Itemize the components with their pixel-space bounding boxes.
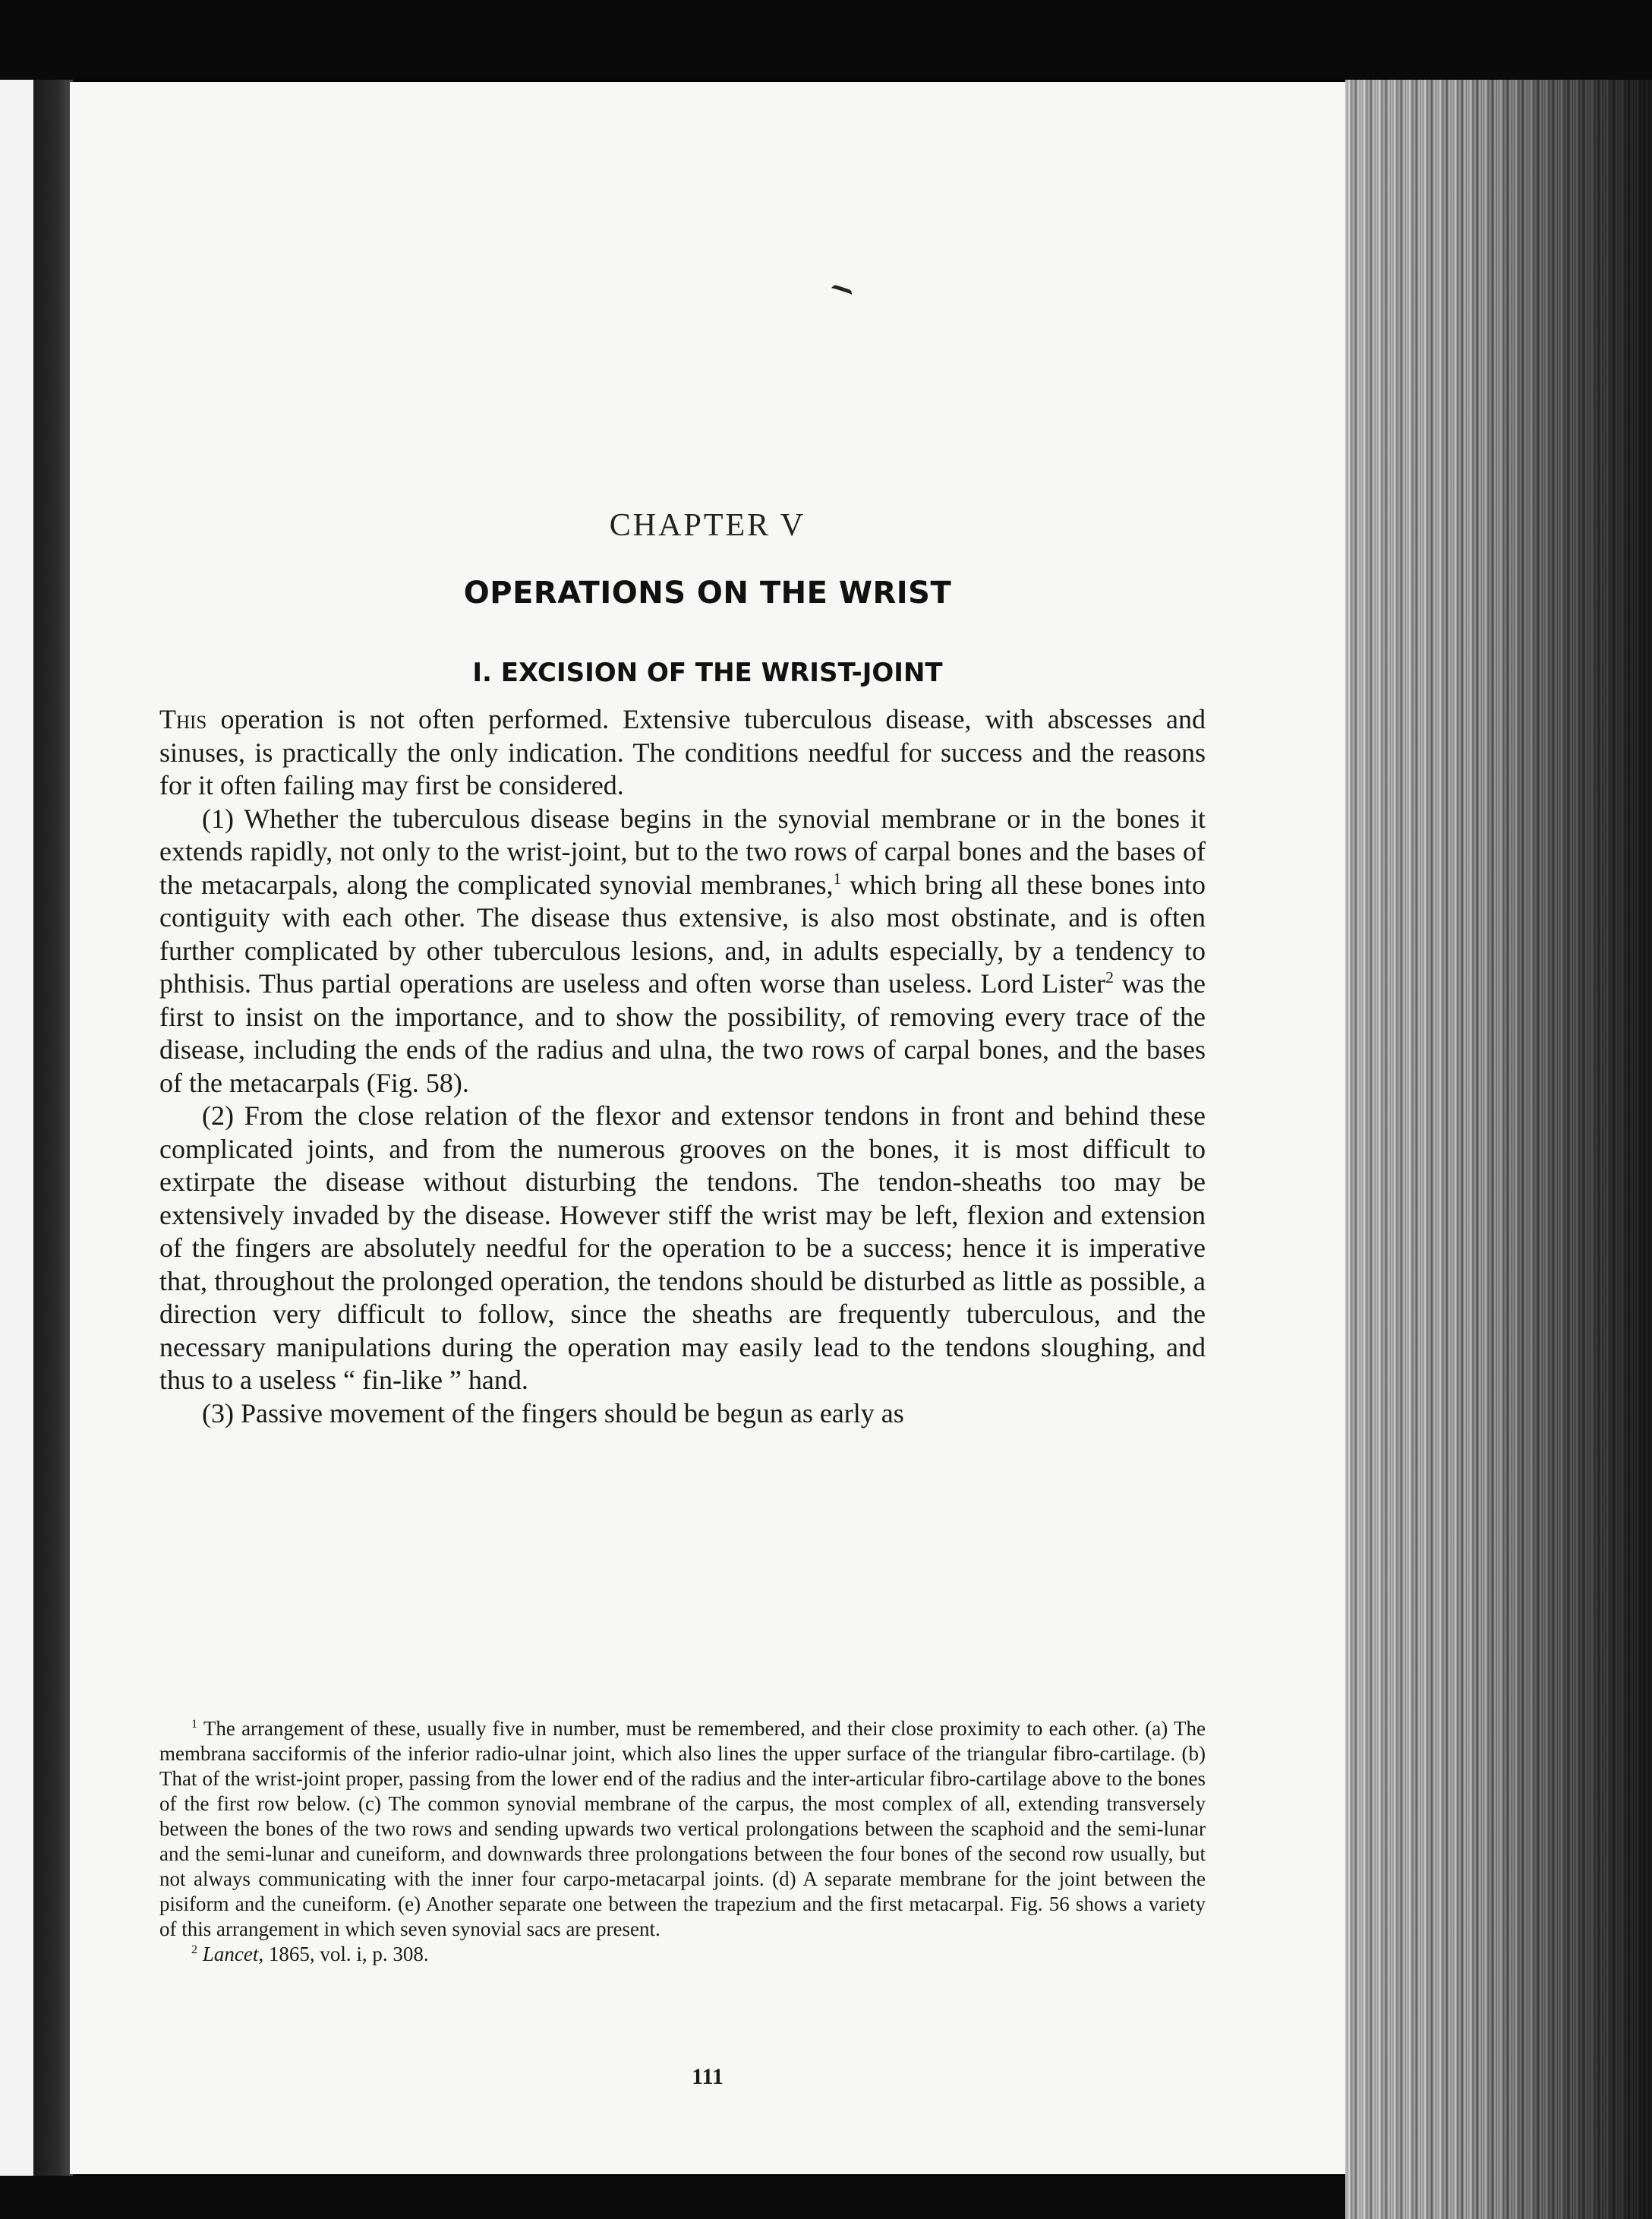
ink-mark bbox=[829, 284, 853, 301]
footnote-2 bbox=[159, 1942, 1206, 1967]
section-title: I. EXCISION OF THE WRIST-JOINT bbox=[472, 658, 943, 688]
paragraph-text: operation is not often performed. Extensive tuberculous disease, with abscesses and sinuses, is practically the only indication. The conditions needful for success and the reasons for it often failing may first be considered. bbox=[159, 704, 1206, 800]
footnote-marker: 1 bbox=[191, 1717, 198, 1731]
paragraph-text: which bring all these bones into contiguity with each other. The disease thus extensive, is also most obstinate, and is often further complicated by other tuberculous lesions, and, in adults especially, by a tendency to phthisis. Thus partial operations are useless and often worse than useless. Lord Lister bbox=[159, 869, 1206, 999]
body-text bbox=[159, 703, 1206, 1430]
paragraph-text: was the first to insist on the importance, and to show the possibility, of removing every trace of the disease, including the ends of the radius and ulna, the two rows of carpal bones, and the bases of the metacarpals (Fig. 58). bbox=[159, 968, 1206, 1098]
chapter-label: CHAPTER V bbox=[609, 508, 806, 543]
page-number: 111 bbox=[692, 2064, 724, 2089]
book-gutter bbox=[33, 80, 73, 2176]
lead-word: This bbox=[159, 704, 207, 734]
chapter-title: OPERATIONS ON THE WRIST bbox=[463, 576, 952, 611]
scan-top-border bbox=[0, 0, 1652, 80]
footnote-ref: 2 bbox=[1105, 968, 1114, 986]
paragraph-intro bbox=[159, 703, 1206, 803]
footnote-1 bbox=[159, 1716, 1206, 1942]
paragraph-text: (1) Whether the tuberculous disease begins in the synovial membrane or in the bones it extends rapidly, not only to the wrist-joint, but to the two rows of carpal bones and the bases of the metacarpals, along the complicated synovial membranes, bbox=[159, 803, 1206, 900]
paragraph-point-2: (2) From the close relation of the flexor and extensor tendons in front and behind these complicated joints, and from the numerous grooves on the bones, it is most difficult to extirpate the disease without disturbing the tendons. The tendon-sheaths too may be extensively invaded by the disease. However stiff the wrist may be left, flexion and extension of the fingers are absolutely needful for the operation to be a success; hence it is imperative that, throughout the prolonged operation, the tendons should be disturbed as little as possible, a direction very difficult to follow, since the sheaths are frequently tuberculous, and the necessary manipulations during the operation may easily lead to the tendons sloughing, and thus to a useless “ fin-like ” hand. bbox=[159, 1100, 1206, 1395]
footnotes bbox=[159, 1716, 1206, 1967]
scan-bottom-border bbox=[0, 2176, 1345, 2219]
paragraph-point-3: (3) Passive movement of the fingers should be begun as early as bbox=[202, 1397, 904, 1428]
footnote-text: The arrangement of these, usually five in number, must be remembered, and their close proximity to each other. (a) The membrana sacciformis of the inferior radio-ulnar joint, which also lines the upper surface of the triangular fibro-cartilage. (b) That of the wrist-joint proper, passing from the lower end of the radius and the inter-articular fibro-cartilage above to the bones of the first row below. (c) The common synovial membrane of the carpus, the most complex of all, extending transversely between the bones of the two rows and sending upwards two vertical prolongations between the scaphoid and the semi-lunar and the semi-lunar and cuneiform, and downwards three prolongations between the four bones of the second row usually, but not always communicating with the inner four carpo-metacarpal joints. (d) A separate membrane for the joint between the pisiform and the cuneiform. (e) Another separate one between the trapezium and the first metacarpal. Fig. 56 shows a variety of this arrangement in which seven synovial sacs are present. bbox=[159, 1717, 1206, 1940]
paragraph-point-1 bbox=[159, 803, 1206, 1100]
previous-page-edge bbox=[0, 80, 33, 2176]
footnote-source: Lancet bbox=[202, 1943, 259, 1965]
footnote-text: , 1865, vol. i, p. 308. bbox=[258, 1943, 429, 1965]
footnote-marker: 2 bbox=[191, 1943, 198, 1956]
page-stack-edge bbox=[1345, 80, 1652, 2219]
book-page bbox=[70, 82, 1345, 2174]
footnote-ref: 1 bbox=[833, 869, 842, 888]
